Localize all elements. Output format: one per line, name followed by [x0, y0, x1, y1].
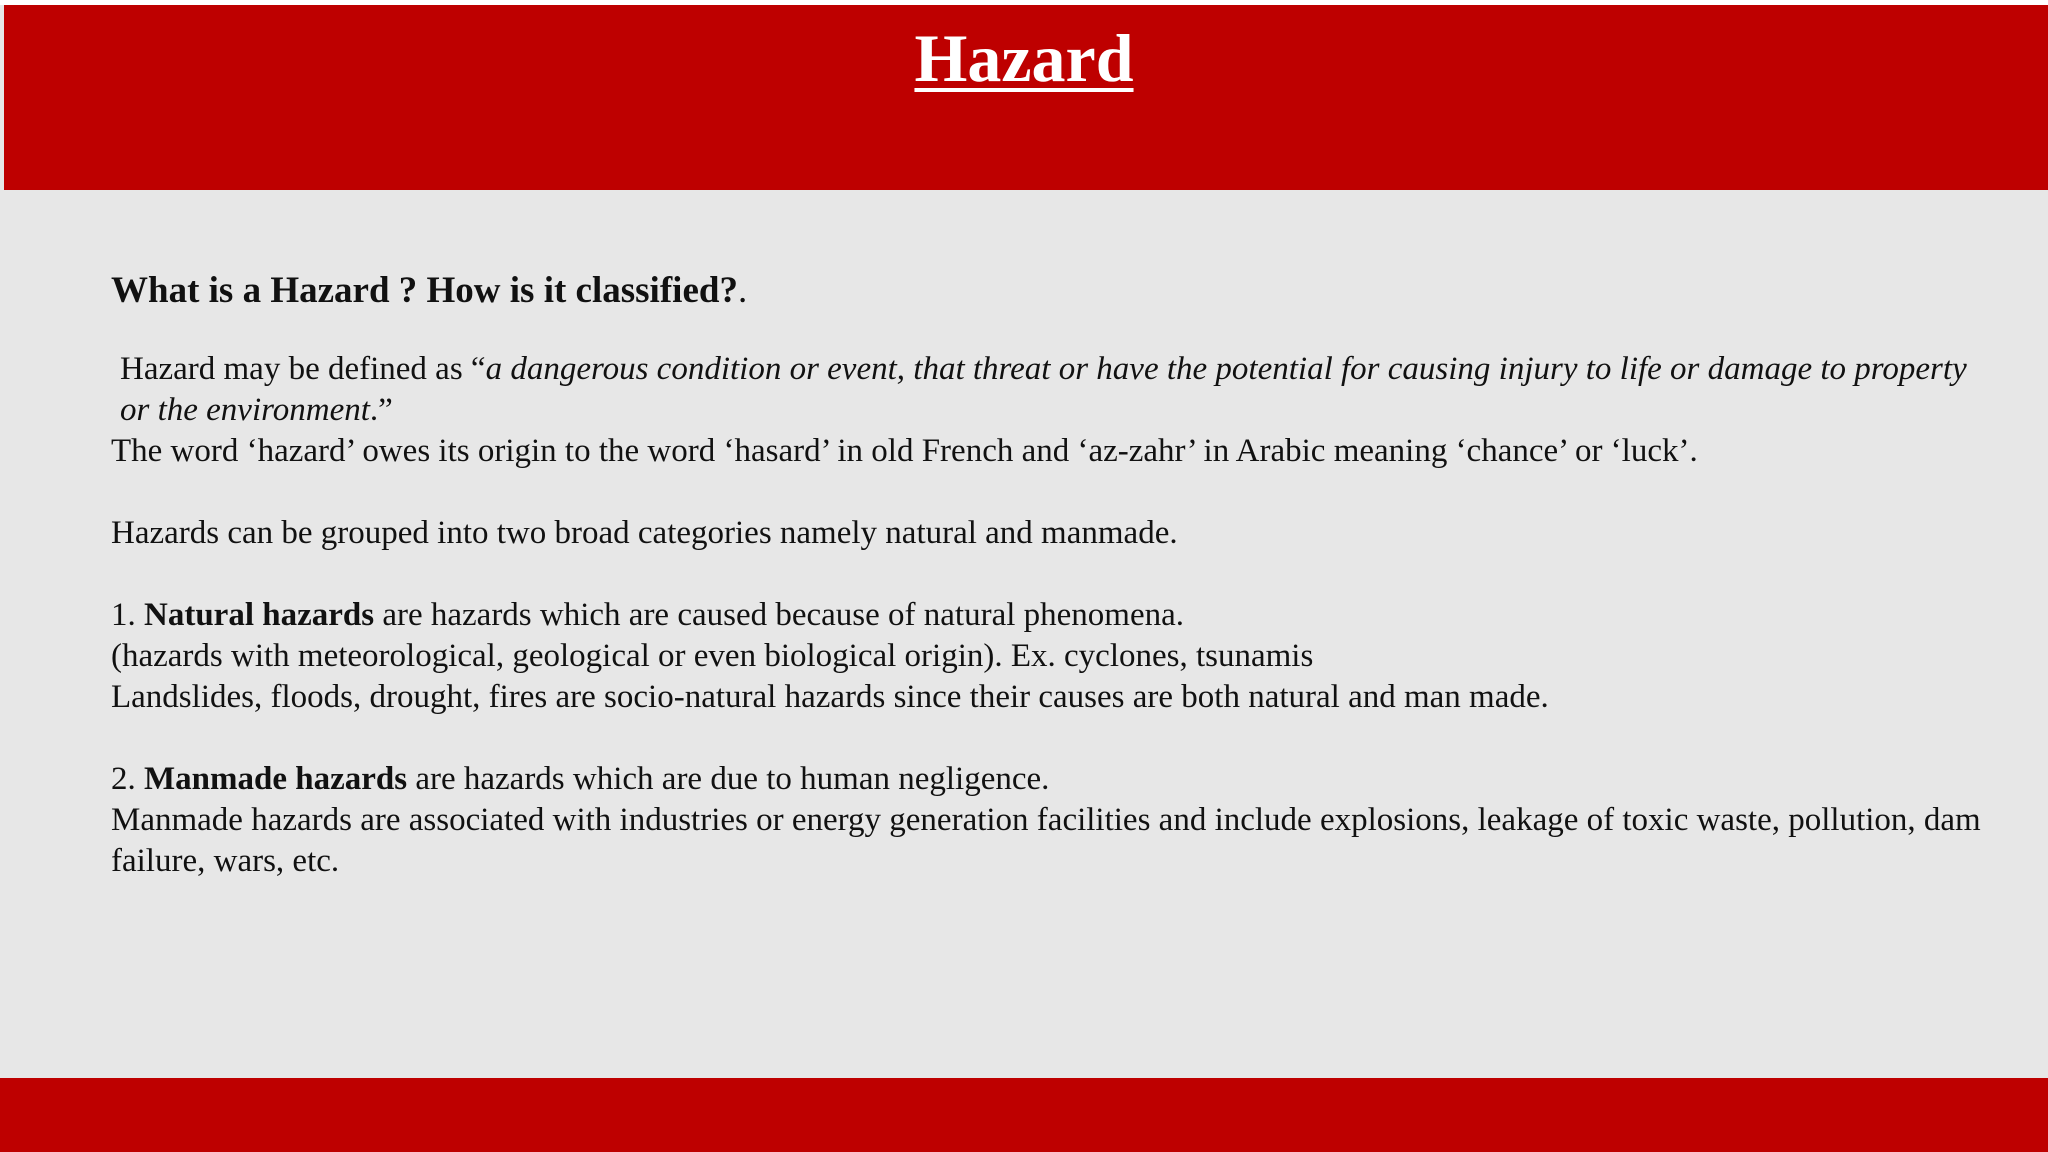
socio-natural-note: Landslides, floods, drought, fires are socio-natural hazards since their causes are both natural and man made.	[111, 679, 1549, 715]
manmade-hazards-examples: Manmade hazards are associated with industries or energy generation facilities and include explosions, leakage of toxic waste, pollution, dam failure, wars, etc.	[111, 802, 1981, 879]
natural-term: Natural hazards	[144, 597, 375, 633]
manmade-rest: are hazards which are due to human negligence.	[407, 761, 1050, 797]
heading-text: What is a Hazard ? How is it classified?	[111, 270, 738, 311]
heading-period: .	[737, 270, 748, 311]
spacer	[111, 718, 1991, 759]
definition-prefix: Hazard may be defined as “	[120, 351, 486, 387]
question-heading	[111, 266, 1991, 316]
origin-paragraph: The word ‘hazard’ owes its origin to the word ‘hasard’ in old French and ‘az-zahr’ in Arabic meaning ‘chance’ or ‘luck’.	[111, 433, 1698, 469]
manmade-term: Manmade hazards	[144, 761, 408, 797]
natural-number: 1.	[111, 597, 144, 633]
manmade-hazards-item	[111, 759, 1991, 800]
categories-paragraph: Hazards can be grouped into two broad categories namely natural and manmade.	[111, 515, 1178, 551]
definition-paragraph	[111, 349, 1991, 431]
manmade-number: 2.	[111, 761, 144, 797]
slide-title: Hazard	[914, 20, 1134, 96]
slide-body	[111, 266, 1991, 882]
natural-hazards-examples: (hazards with meteorological, geological or even biological origin). Ex. cyclones, tsunamis	[111, 638, 1314, 674]
definition-quote: a dangerous condition or event, that threat or have the potential for causing injury to life or damage to property or the environment	[120, 351, 1967, 428]
definition-suffix: .”	[369, 392, 393, 428]
natural-rest: are hazards which are caused because of natural phenomena.	[374, 597, 1185, 633]
natural-hazards-item	[111, 595, 1991, 636]
footer-band	[0, 1078, 2048, 1152]
spacer	[111, 554, 1991, 595]
spacer	[111, 472, 1991, 513]
spacer	[111, 316, 1991, 349]
